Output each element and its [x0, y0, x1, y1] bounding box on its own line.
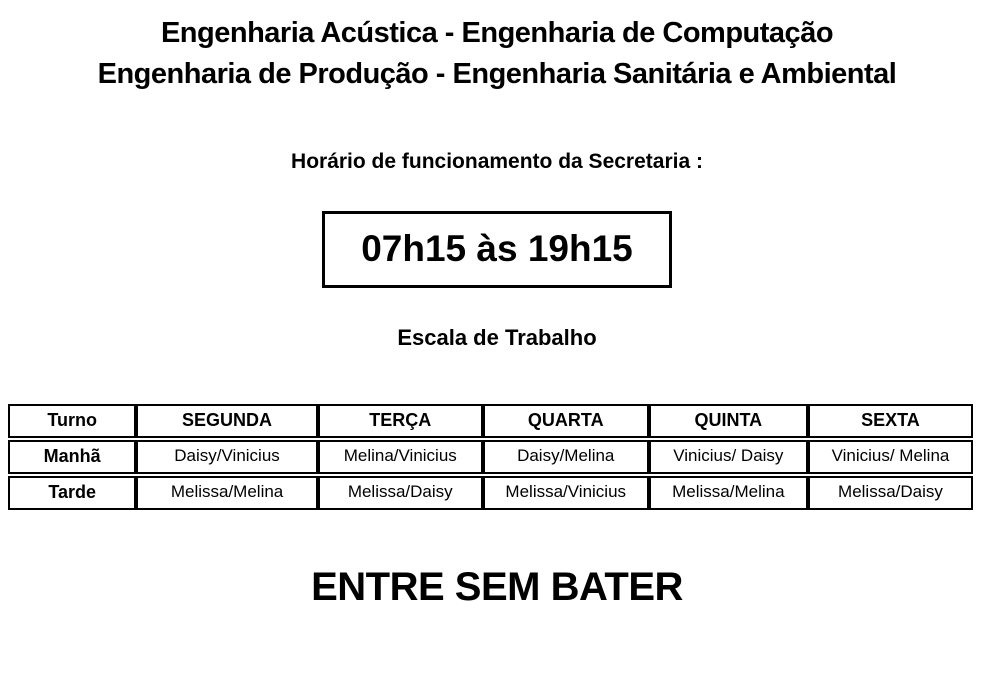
cell-manha-terca: Melina/Vinicius	[318, 440, 483, 474]
cell-tarde-quarta: Melissa/Vinicius	[483, 476, 649, 510]
table-row-manha	[8, 440, 973, 474]
schedule-title: Escala de Trabalho	[397, 325, 597, 350]
notice-document	[0, 13, 994, 696]
cell-manha-quinta: Vinicius/ Daisy	[649, 440, 808, 474]
header-sexta: SEXTA	[808, 404, 973, 438]
title-line-1: Engenharia Acústica - Engenharia de Computação	[160, 17, 834, 49]
enter-without-knocking-message: ENTRE SEM BATER	[311, 565, 683, 609]
work-schedule-table	[8, 402, 973, 512]
table-header-row	[8, 404, 973, 438]
header-quinta: QUINTA	[649, 404, 808, 438]
cell-tarde-terca: Melissa/Daisy	[318, 476, 483, 510]
page-title	[0, 13, 994, 95]
header-segunda: SEGUNDA	[136, 404, 317, 438]
cell-manha-segunda: Daisy/Vinicius	[136, 440, 317, 474]
header-terca: TERÇA	[318, 404, 483, 438]
header-quarta: QUARTA	[483, 404, 649, 438]
cell-manha-sexta: Vinicius/ Melina	[808, 440, 973, 474]
cell-tarde-sexta: Melissa/Daisy	[808, 476, 973, 510]
table-row-tarde	[8, 476, 973, 510]
row-label-tarde: Tarde	[8, 476, 136, 510]
header-turno: Turno	[8, 404, 136, 438]
title-line-2: Engenharia de Produção - Engenharia Sanitária e Ambiental	[97, 58, 897, 90]
row-label-manha: Manhã	[8, 440, 136, 474]
office-hours-box: 07h15 às 19h15	[322, 211, 672, 288]
cell-tarde-quinta: Melissa/Melina	[649, 476, 808, 510]
cell-manha-quarta: Daisy/Melina	[483, 440, 649, 474]
cell-tarde-segunda: Melissa/Melina	[136, 476, 317, 510]
office-hours-label: Horário de funcionamento da Secretaria :	[291, 150, 703, 173]
